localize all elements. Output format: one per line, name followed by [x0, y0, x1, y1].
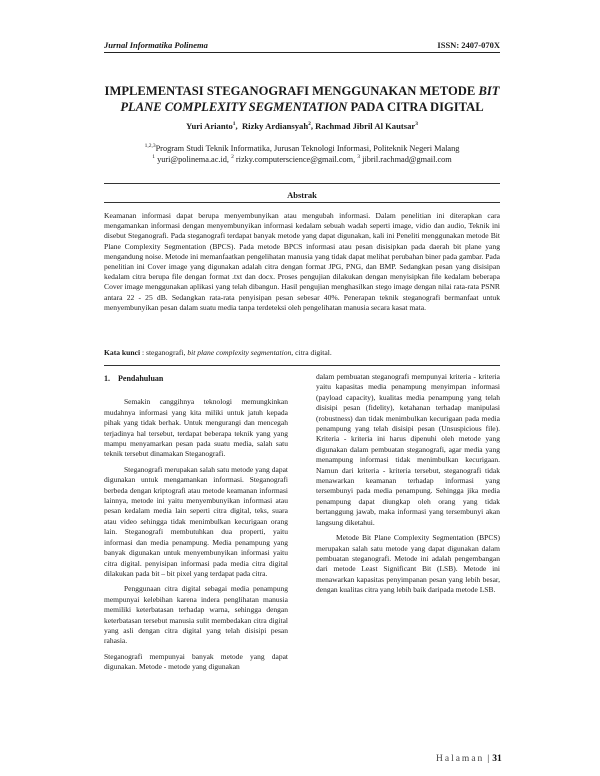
author-sup: 1: [232, 121, 236, 128]
keywords-italic: bit plane complexity segmentation: [187, 348, 292, 357]
body-paragraph: Penggunaan citra digital sebagai media penampung mempunyai kelebihan karena indera penglihatan manusia memiliki keterbatasan terhadap warna, sehingga dengan keterbatasan tersebut manusia sulit membedakan citra digital yang asli dengan citra digital yang telah disisipi pesan rahasia.: [104, 584, 288, 646]
issn: ISSN: 2407-070X: [437, 40, 500, 50]
journal-name: Jurnal Informatika Polinema: [104, 40, 208, 50]
title-line2-suffix: PADA CITRA DIGITAL: [350, 100, 484, 114]
left-column: [104, 374, 288, 678]
abstract-heading-rule: [104, 202, 500, 203]
section-number: 1.: [104, 374, 110, 383]
page-footer: [436, 754, 502, 764]
keywords-label: Kata kunci: [104, 348, 141, 357]
email-address: rizky.computerscience@gmail.com,: [235, 154, 356, 164]
author-sup: 2: [308, 121, 311, 128]
keywords: [104, 348, 500, 358]
author-name: Yuri Arianto: [186, 121, 233, 131]
email-sup: 1: [152, 154, 155, 160]
page-number: 31: [492, 754, 502, 764]
abstract-top-rule: [104, 183, 500, 184]
title-line1-italic: BIT: [478, 84, 500, 98]
title-line2-italic: PLANE COMPLEXITY SEGMENTATION: [120, 100, 348, 114]
email-list: [104, 152, 500, 165]
title-line1-prefix: IMPLEMENTASI STEGANOGRAFI MENGGUNAKAN METODE: [104, 84, 476, 98]
body-paragraph: Steganografi mempunyai banyak metode yang dapat digunakan. Metode - metode yang digunakan: [104, 651, 288, 672]
paper-title: [104, 83, 500, 115]
section-title: Pendahuluan: [118, 374, 164, 383]
author-sup: 3: [415, 121, 418, 128]
keywords-rule: [104, 365, 500, 366]
abstract-body: Keamanan informasi dapat berupa menyembunyikan atau mengubah informasi. Dalam penelitian ini diterapkan cara mengamankan informasi dengan menyembunyikan informasi kedalam sebuah wadah seperti image, vidio dan audio, Teknik ini disebut Steganografi. Pada steganografi terdapat banyak metode yang dapat digunakan, kali ini Peneliti menggunakan metode Bit Plane Complexity Segmentation (BPCS). Pada metode BPCS informasi atau pesan disisipkan pada daerah bit plane yang mengandung noise. Metode ini memanfaatkan pengelihatan manusia yang tidak dapat melihat perubahan biner pada gambar. Pada penelitian ini Cover image yang digunakan adalah citra dengan format JPG, PNG, dan BMP. Sedangkan pesan yang disisipan kedalam citra berupa file dengan format .txt dan docx. Proses pengujian dilakukan dengan menyisipkan file kedalam beberapa Cover image menggunakan aplikasi yang telah dibangun. Hasil pengujian menghasilkan stego image dengan nilai rata-rata PSNR antara 22 - 25 dB. Sedangkan rata-rata penyisipan pesan sebesar 40%. Penerapan teknik steganografi bermanfaat untuk menyembunyikan pesan dalam suatu media tanpa terdeteksi oleh pengelihatan manusia secara kasat mata.: [104, 211, 500, 312]
footer-label: Halaman: [436, 754, 485, 764]
affiliation-text: Program Studi Teknik Informatika, Jurusan Teknologi Informasi, Politeknik Negeri Malang: [155, 143, 460, 153]
keywords-rest: , citra digital.: [291, 348, 332, 357]
email-address: yuri@polinema.ac.id,: [157, 154, 229, 164]
right-column: [316, 372, 500, 601]
keywords-text: : steganografi,: [140, 348, 186, 357]
body-paragraph: Semakin canggihnya teknologi memungkinkan mudahnya informasi yang kita miliki untuk jatuh kepada pihak yang tidak berhak. Untuk mengurangi dan mencegah terjadinya hal tersebut, terdapat beberapa teknik yang yang mampu menyamarkan pesan pada suatu media, salah satu teknik tersebut dinamakan Steganografi.: [104, 397, 288, 459]
body-paragraph: dalam pembuatan steganografi mempunyai kriteria - kriteria yaitu kapasitas media penampung menyimpan informasi (payload capacity), kualitas media penampung yang telah disisipi pesan (fidelity), ketahanan terhadap manipulasi (robustness) dan tidak menimbulkan kecurigaan pada media penampung yang telah disisipi pesan (Unsuspicious file). Kriteria - kriteria ini harus dipenuhi oleh metode yang digunakan dalam pembuatan steganografi, agar media yang menampung informasi tidak menimbulkan kecurigaan. Namun dari kriteria - kriteria tersebut, steganografi tidak menawarkan keamanan terhadap informasi yang tersembunyi pada media penampung. Sehingga jika media penampung dapat diungkap oleh orang yang tidak bertanggung jawab, maka informasi yang tersembunyi akan langsung diketahui.: [316, 372, 500, 527]
author-name: Rachmad Jibril Al Kautsar: [315, 121, 416, 131]
footer-divider: |: [487, 754, 490, 764]
author-name: Rizky Ardiansyah: [241, 121, 309, 131]
email-sup: 3: [357, 154, 361, 160]
author-list: Yuri Arianto$^1$, Rizky Ardiansyah$^2$, Rachmad Jibril Al Kautsar$^3$: [186, 121, 418, 131]
header-divider: [104, 52, 500, 53]
email-sup: 2: [231, 154, 234, 160]
affiliation-sup: 1,2,3: [144, 143, 156, 149]
body-paragraph: Steganografi merupakan salah satu metode yang dapat digunakan untuk mengamankan informasi. Steganografi berbeda dengan kriptografi atau metode keamanan informasi lainnya, metode ini yaitu menyembunyikan informasi atau pesan kedalam media lain seperti citra digital, teks, suara atau video sehingga tidak menimbulkan kecurigaan orang lain. Steganografi membutuhkan dua properti, yaitu informasi dan media penampung. Media penampung yang banyak digunakan untuk menyembunyikan informasi yaitu citra digital. penyisipan informasi pada media citra digital dilakukan pada bit – bit pixel yang terdapat pada citra.: [104, 464, 288, 578]
body-paragraph: Metode Bit Plane Complexity Segmentation (BPCS) merupakan salah satu metode yang dapat digunakan dalam pembuatan steganografi. Metode ini adalah pengembangan dari metode Least Significant Bit (LSB). Metode ini menawarkan kapasitas penyimpanan pesan yang lebih besar, dengan kualitas citra yang lebih baik daripada metode LSB.: [316, 533, 500, 595]
abstract-heading: Abstrak: [287, 190, 317, 200]
section-heading: [104, 374, 288, 384]
email-address: jibril.rachmad@gmail.com: [362, 154, 452, 164]
